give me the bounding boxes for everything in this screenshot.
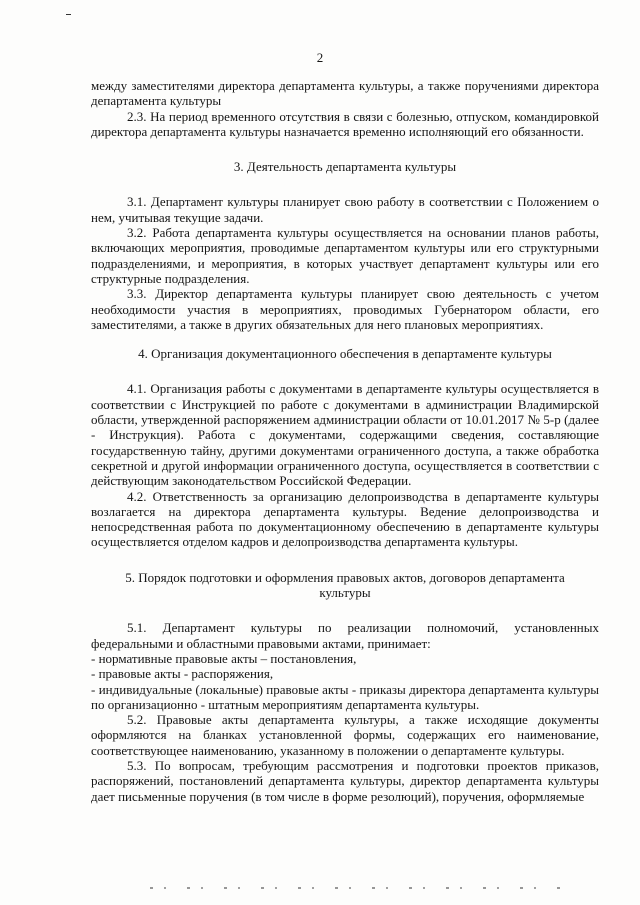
list-item-normative-acts: - нормативные правовые акты – постановления, bbox=[91, 650, 357, 666]
paragraph-3-2: 3.2. Работа департамента культуры осуществляется на основании планов работы, включающих мероприятия, проводимые департаментом культуры или его структурными подразделениями, и мероприятия, в которых участвует департамент культуры или его структурные подразделения. bbox=[91, 225, 599, 286]
section-heading-4: 4. Организация документационного обеспечения в департаменте культуры bbox=[138, 346, 552, 362]
paragraph-continuation: между заместителями директора департамента культуры, а также поручениями директора департамента культуры bbox=[91, 78, 599, 109]
section-heading-5-line-1: 5. Порядок подготовки и оформления правовых актов, договоров департамента bbox=[125, 569, 565, 585]
scan-speck bbox=[66, 14, 71, 15]
paragraph-5-1: 5.1. Департамент культуры по реализации полномочий, установленных федеральными и областными правовыми актами, принимает: bbox=[91, 620, 599, 651]
paragraph-3-1: 3.1. Департамент культуры планирует свою работу в соответствии с Положением о нем, учитывая текущие задачи. bbox=[91, 194, 599, 225]
list-item-legal-acts: - правовые акты - распоряжения, bbox=[91, 666, 274, 682]
paragraph-5-2: 5.2. Правовые акты департамента культуры, а также исходящие документы оформляются на бланках установленной формы, содержащих его наименование, соответствующее наименованию, указанному в положении о департаменте культуры. bbox=[91, 712, 599, 758]
paragraph-2-3: 2.3. На период временного отсутствия в связи с болезнью, отпуском, командировкой директора департамента культуры назначается временно исполняющий его обязанности. bbox=[91, 108, 599, 139]
paragraph-5-3: 5.3. По вопросам, требующим рассмотрения и подготовки проектов приказов, распоряжений, постановлений департамента культуры, директор департамента культуры дает письменные поручения (в том числе в форме резолюций), поручения, оформляемые bbox=[91, 757, 599, 804]
document-body bbox=[91, 78, 599, 804]
scan-artifact-bottom bbox=[150, 887, 570, 889]
paragraph-4-1: 4.1. Организация работы с документами в департаменте культуры осуществляется в соответствии с Инструкцией по работе с документами в администрации Владимирской области, утвержденной распоряжением администрации области от 10.01.2017 № 5-р (далее - Инструкция). Работа с документами, содержащими сведения, составляющие государственную тайну, другими документами ограниченного доступа, а также обработка секретной и другой информации ограниченного доступа, осуществляется в соответствии с действующим законодательством Российской Федерации. bbox=[91, 381, 599, 489]
page-number: 2 bbox=[316, 50, 324, 65]
paragraph-4-2: 4.2. Ответственность за организацию делопроизводства в департаменте культуры возлагается на директора департамента культуры. Ведение делопроизводства и непосредственная работа по документационному обеспечению в департаменте культуры осуществляется отделом кадров и делопроизводства департамента культуры. bbox=[91, 488, 599, 550]
section-heading-3: 3. Деятельность департамента культуры bbox=[233, 159, 457, 175]
paragraph-3-3: 3.3. Директор департамента культуры планирует свою деятельность с учетом необходимости участия в мероприятиях, проводимых Губернатором области, его заместителями, а также в других обязательных для него плановых мероприятиях. bbox=[91, 286, 599, 332]
list-item-individual-acts: - индивидуальные (локальные) правовые акты - приказы директора департамента культуры по организационно - штатным мероприятиям департамента культуры. bbox=[91, 681, 599, 712]
section-heading-5-line-2: культуры bbox=[319, 585, 371, 601]
